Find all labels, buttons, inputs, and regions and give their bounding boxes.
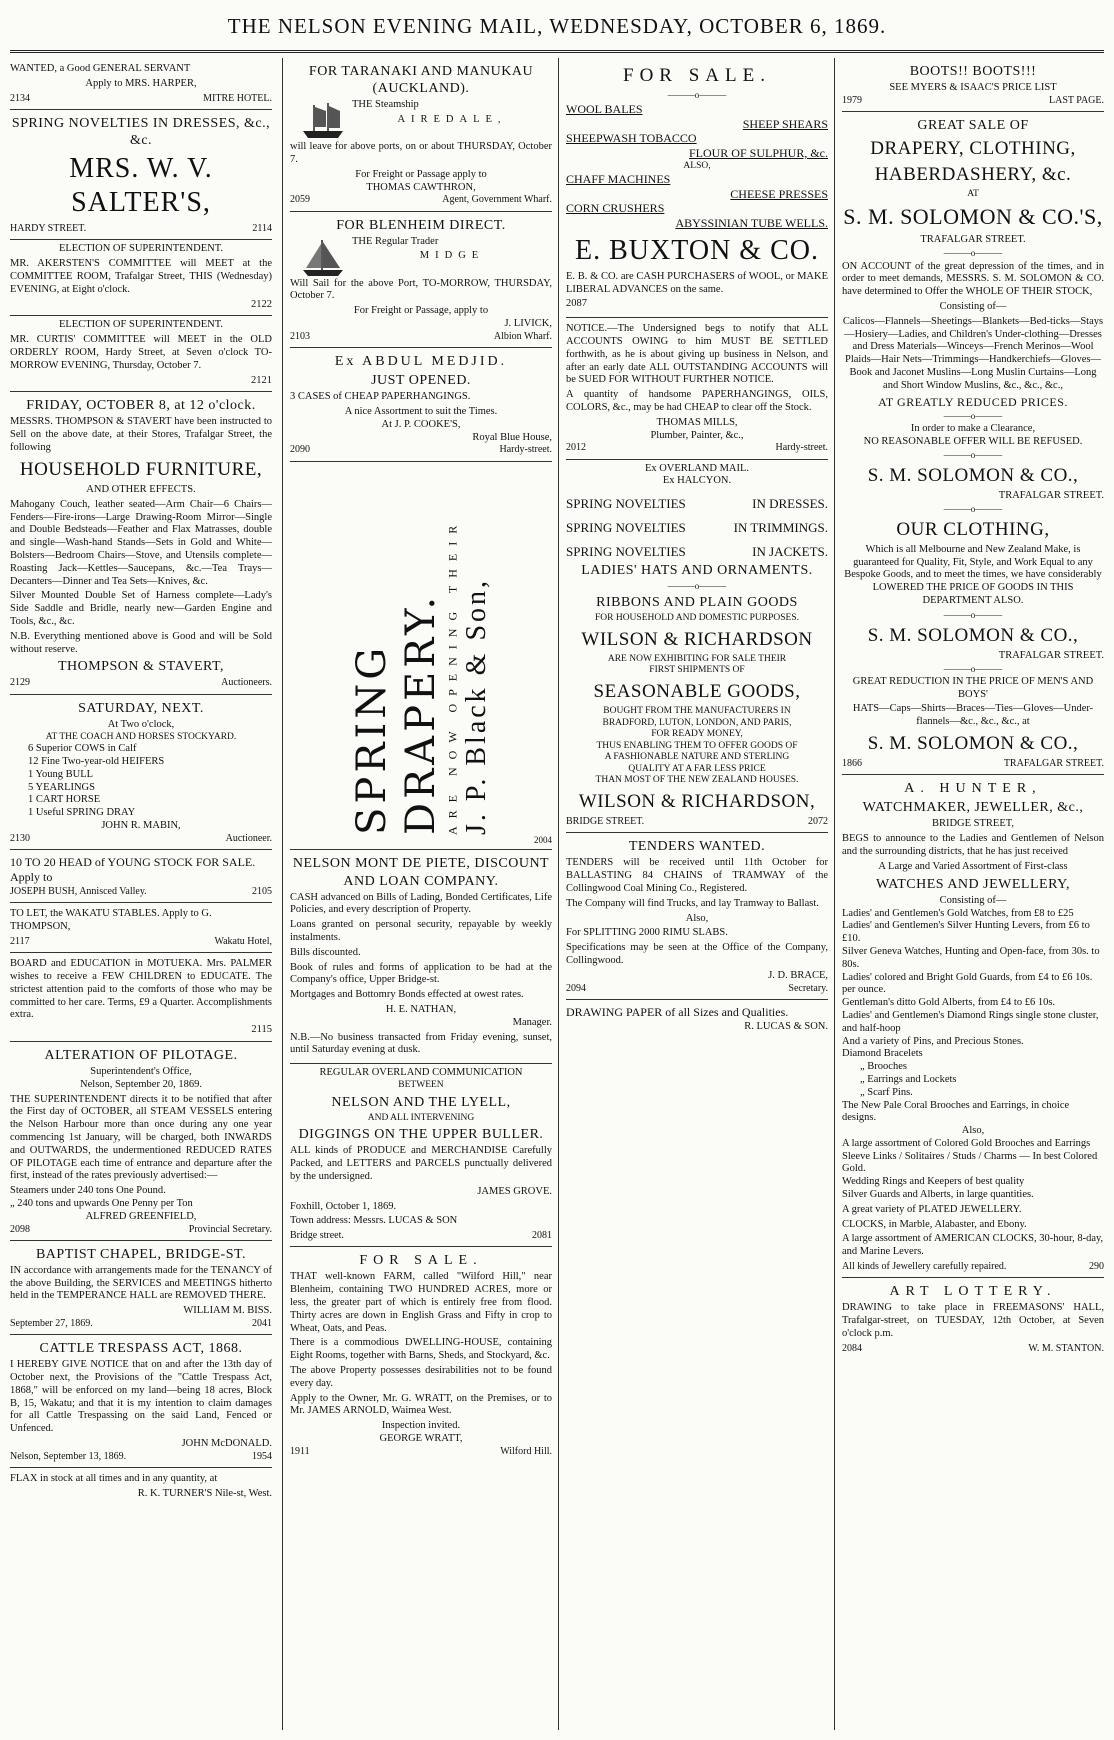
ad-thomas-mills: NOTICE.—The Undersigned begs to notify that ALL ACCOUNTS OWING to him MUST BE SETTLED forthwith, as he is about giving up business in Nelson, and after an early date ALL OUTSTANDING ACCOUNTS will be SUED FOR WITHOUT FURTHER NOTICE. A quantity of handsome PAPERHANGINGS, OILS, COLORS, &c., may be had CHEAP to clear off the Stock. THOMAS MILLS, Plumber, Painter, &c., 2012 Hardy-street. (566, 318, 828, 459)
masthead: THE NELSON EVENING MAIL, WEDNESDAY, OCTOBER 6, 1869. (227, 14, 887, 38)
column-4 (842, 58, 1104, 1730)
ad-farm-sale: FOR SALE. THAT well-known FARM, called "Wilford Hill," near Blenheim, containing TWO HUNDRED ACRES, more or less, the greater part of which is entirely free from flood. Thirty acres are down in English Grass and Fifty in crop to Wheat, Oats, and Peas. There is a commodious DWELLING-HOUSE, containing Eight Rooms, together with Barns, Sheds, and Stockyard, &c. The above Property possesses desirabilities not to be found every day. Apply to the Owner, Mr. G. WRATT, on the Premises, or to Mr. JAMES ARNOLD, Waimea West. Inspection invited. GEORGE WRATT, 1911 Wilford Hill. (290, 1253, 552, 1457)
ad-wakatu-stables: TO LET, the WAKATU STABLES. Apply to G. THOMPSON, 2117 Wakatu Hotel, (10, 903, 272, 953)
ad-election-akersten: ELECTION OF SUPERINTENDENT. MR. AKERSTEN'S COMMITTEE will MEET at the COMMITTEE ROOM, Trafalgar Street, THIS (Wednesday) EVENING, at Eight o'clock. 2122 (10, 240, 272, 316)
ad-boots: BOOTS!! BOOTS!!! SEE MYERS & ISAAC'S PRICE LIST 1979 LAST PAGE. (842, 58, 1104, 112)
ad-abdul-medjid: Ex ABDUL MEDJID. JUST OPENED. 3 CASES of CHEAP PAPERHANGINGS. A nice Assortment to suit the Times. At J. P. COOKE'S, Royal Blue House, 2090 Hardy-street. (290, 348, 552, 462)
ad-solomon: GREAT SALE OF DRAPERY, CLOTHING, HABERDASHERY, &c. AT S. M. SOLOMON & CO.'S, TRAFALGAR STREET. ———o——— ON ACCOUNT of the great depression of the times, and in order to meet demands, MESSRS. S. M. SOLOMON & CO. have determined to Offer the WHOLE OF THEIR STOCK, Consisting of— Calicos—Flannels—Sheetings—Blankets—Bed-ticks—Stays—Hosiery—Ladies, and Children's Under-clothing—Dresses and Dress Materials—Winceys—French Merinos—Wool Plaids—Hair Nets—Trimmings—Handkerchiefs—Gloves—Book and Jaconet Muslins—Long Muslin Curtains—Long and Short Window Muslins, &c., &c., &c., AT GREATLY REDUCED PRICES. ———o——— In order to make a Clearance, NO REASONABLE OFFER WILL BE REFUSED. ———o——— S. M. SOLOMON & CO., TRAFALGAR STREET. ———o——— OUR CLOTHING, Which is all Melbourne and New Zealand Make, is guaranteed for Quality, Fit, Style, and Work Equal to any Bespoke Goods, and to meet the times, we have considerably LOWERED THE PRICE OF GOODS IN THIS DEPARTMENT ALSO. ———o——— S. M. SOLOMON & CO., TRAFALGAR STREET. ———o——— GREAT REDUCTION IN THE PRICE OF MEN'S AND BOYS' HATS—Caps—Shirts—Braces—Ties—Gloves—Under-flannels—&c., &c., &c., at S. M. SOLOMON & CO., 1866 TRAFALGAR STREET. (842, 112, 1104, 775)
ad-mont-de-piete: NELSON MONT DE PIETE, DISCOUNT AND LOAN COMPANY. CASH advanced on Bills of Lading, Bonded Certificates, Life Policies, and every description of Property. Loans granted on personal security, repayable by weekly instalments. Bills discounted. Book of rules and forms of application to be had at the Company's office, Upper Bridge-st. Mortgages and Bottomry Bonds effected at owest rates. H. E. NATHAN, Manager. N.B.—No business transacted from Friday evening, sunset, until Saturday evening at dusk. (290, 850, 552, 1064)
ad-overland-communication: REGULAR OVERLAND COMMUNICATION BETWEEN NELSON AND THE LYELL, AND ALL INTERVENING DIGGINGS ON THE UPPER BULLER. ALL kinds of PRODUCE and MERCHANDISE Carefully Packed, and LETTERS and PARCELS punctually delivered by the undersigned. JAMES GROVE. Foxhill, October 1, 1869. Town address: Messrs. LUCAS & SON Bridge street. 2081 (290, 1064, 552, 1247)
ship-icon (300, 101, 346, 141)
column-1 (10, 58, 272, 1730)
ad-drawing-paper: DRAWING PAPER of all Sizes and Qualities. R. LUCAS & SON. (566, 1004, 828, 1033)
ad-thompson-furniture: FRIDAY, OCTOBER 8, at 12 o'clock. MESSRS. THOMPSON & STAVERT have been instructed to Sell on the above date, at their Stores, Trafalgar Street, the following HOUSEHOLD FURNITURE, AND OTHER EFFECTS. Mahogany Couch, leather seated—Arm Chair—6 Chairs—Fenders—Fire-irons—Large Drawing-Room Mirror—Single and Double Bedsteads—Feather and Flax Matrasses, double and single—Wash-hand Stands—Sets in Gold and White—Bolsters—Bedroom Chairs—Stove, and Utensils complete—Roasting Jack—Kettles—Saucepans, &c.—Tea Trays—Decanters—Dinner and Tea Sets—Knives, &c. Silver Mounted Double Set of Harness complete—Lady's Side Saddle and Bridle, nearly new—Garden Engine and Tools, &c., &c. N.B. Everything mentioned above is Good and will be Sold without reserve. THOMPSON & STAVERT, 2129 Auctioneers. (10, 392, 272, 694)
ad-board-education: BOARD and EDUCATION in MOTUEKA. Mrs. PALMER wishes to receive a FEW CHILDREN to EDUCATE. The strictest attention paid to the comforts of those who may be committed to her care. Terms, £9 a Quarter. Accomplishments extra. 2115 (10, 953, 272, 1042)
ad-salter: SPRING NOVELTIES IN DRESSES, &c., &c. MRS. W. V. SALTER'S, HARDY STREET. 2114 (10, 110, 272, 241)
ad-hunter: A. HUNTER, WATCHMAKER, JEWELLER, &c., BRIDGE STREET, BEGS to announce to the Ladies and Gentlemen of Nelson and the surrounding districts, that he has just received A Large and Varied Assortment of First-class WATCHES AND JEWELLERY, Consisting of— Ladies' and Gentlemen's Gold Watches, from £8 to £25 Ladies' and Gentlemen's Silver Hunting Levers, from £6 to £10. Silver Geneva Watches, Hunting and Open-face, from 30s. to 80s. Ladies' colored and Bright Gold Guards, from £4 to £6 10s. per ounce. Gentleman's ditto Gold Alberts, from £4 to £6 10s. Ladies' and Gentlemen's Diamond Rings single stone cluster, and half-hoop And a variety of Pins, and Precious Stones. Diamond Bracelets „ Brooches „ Earrings and Lockets „ Scarf Pins. The New Pale Coral Brooches and Earrings, in choice designs. Also, A large assortment of Colored Gold Brooches and Earrings Sleeve Links / Solitaires / Studs / Charms — In best Colored Gold. Wedding Rings and Keepers of best quality Silver Guards and Alberts, in large quantities. A great variety of PLATED JEWELLERY. CLOCKS, in Marble, Alabaster, and Ebony. A large assortment of AMERICAN CLOCKS, 30-hour, 8-day, and Marine Levers. All kinds of Jewellery carefully repaired. 290 (842, 775, 1104, 1278)
ad-flax: FLAX in stock at all times and in any quantity, at R. K. TURNER'S Nile-st, West. (10, 1473, 272, 1499)
ad-tenders: TENDERS WANTED. TENDERS will be received until 11th October for BALLASTING 84 CHAINS of TRAMWAY of the Collingwood Coal Mining Co., Registered. The Company will find Trucks, and lay Tramway to Ballast. Also, For SPLITTING 2000 RIMU SLABS. Specifications may be seen at the Office of the Company, Collingwood. J. D. BRACE, 2094 Secretary. (566, 833, 828, 999)
ad-wanted-servant: WANTED, a Good GENERAL SERVANT Apply to MRS. HARPER, 2134 MITRE HOTEL. (10, 58, 272, 110)
ad-art-lottery: ART LOTTERY. DRAWING to take place in FREEMASONS' HALL, Trafalgar-street, on TUESDAY, 12th October, at Seven o'clock p.m. 2084 W. M. STANTON. (842, 1284, 1104, 1354)
ad-cattle-trespass: CATTLE TRESPASS ACT, 1868. I HEREBY GIVE NOTICE that on and after the 13th day of October next, the Provisions of the "Cattle Trespass Act, 1868," will be enforced on my land—being 18 acres, Block B, 15, Wakatu; and that it is my intention to claim damages for all Cattle Trespassing on the said Land, Fenced or Unfenced. JOHN McDONALD. Nelson, September 13, 1869. 1954 (10, 1335, 272, 1468)
ad-young-stock: 10 TO 20 HEAD of YOUNG STOCK FOR SALE. Apply to JOSEPH BUSH, Annisced Valley. 2105 (10, 850, 272, 903)
ad-wilson-richardson: Ex OVERLAND MAIL. Ex HALCYON. SPRING NOVELTIES IN DRESSES. SPRING NOVELTIES IN TRIMMINGS. SPRING NOVELTIES IN JACKETS. LADIES' HATS AND ORNAMENTS. ———o——— RIBBONS AND PLAIN GOODS FOR HOUSEHOLD AND DOMESTIC PURPOSES. WILSON & RICHARDSON ARE NOW EXHIBITING FOR SALE THEIR FIRST SHIPMENTS OF SEASONABLE GOODS, BOUGHT FROM THE MANUFACTURERS IN BRADFORD, LUTON, LONDON, AND PARIS, FOR READY MONEY, THUS ENABLING THEM TO OFFER GOODS OF A FASHIONABLE NATURE AND STERLING QUALITY AT A FAR LESS PRICE THAN MOST OF THE NEW ZEALAND HOUSES. WILSON & RICHARDSON, BRIDGE STREET. 2072 (566, 460, 828, 834)
ad-buxton: FOR SALE. ———o——— WOOL BALES SHEEP SHEARS SHEEPWASH TOBACCO FLOUR OF SULPHUR, &c. ALSO, CHAFF MACHINES CHEESE PRESSES CORN CRUSHERS ABYSSINIAN TUBE WELLS. E. BUXTON & CO. E. B. & CO. are CASH PURCHASERS of WOOL, or MAKE LIBERAL ADVANCES on the same. 2087 (566, 58, 828, 318)
column-rule (834, 58, 835, 1730)
ad-baptist-chapel: BAPTIST CHAPEL, BRIDGE-ST. IN accordance with arrangements made for the TENANCY of the above Building, the SERVICES and MEETINGS hitherto held in the TEMPERANCE HALL are REMOVED THERE. WILLIAM M. BISS. September 27, 1869. 2041 (10, 1241, 272, 1335)
ad-pilotage: ALTERATION OF PILOTAGE. Superintendent's Office, Nelson, September 20, 1869. THE SUPERINTENDENT directs it to be notified that after the First day of OCTOBER, all STEAM VESSELS entering the Nelson Harbour more than once during any one year commencing 1st January, will be charged, both INWARDS and OUTWARDS, the undermentioned REDUCED RATES OF PILOTAGE each time of entrance and departure after the first, instead of the rates previously advertised:— Steamers under 240 tons One Pound. „ 240 tons and upwards One Penny per Ton ALFRED GREENFIELD, 2098 Provincial Secretary. (10, 1042, 272, 1241)
column-rule (282, 58, 283, 1730)
ad-saturday-stock: SATURDAY, NEXT. At Two o'clock, AT THE COACH AND HORSES STOCKYARD. 6 Superior COWS in Calf 12 Fine Two-year-old HEIFERS 1 Young BULL 5 YEARLINGS 1 CART HORSE 1 Useful SPRING DRAY JOHN R. MABIN, 2130 Auctioneer. (10, 695, 272, 850)
column-rule (558, 58, 559, 1730)
column-2 (290, 58, 552, 1730)
ad-midge: FOR BLENHEIM DIRECT. THE Regular Trader MIDGE Will Sail for the above Port, TO-MORROW, THURSDAY, October 7. For Freight or Passage, apply to J. LIVICK, 2103 Albion Wharf. (290, 212, 552, 348)
ship-icon (300, 238, 346, 278)
ad-airedale: FOR TARANAKI AND MANUKAU (AUCKLAND). THE Steamship AIREDALE, will leave for above ports, on or about THURSDAY, October 7. For Freight or Passage apply to THOMAS CAWTHRON, 2059 Agent, Government Wharf. (290, 58, 552, 212)
ad-black-son: SPRING DRAPERY. ARE NOW OPENING THEIR J. P. Black & Son, 2004 (290, 462, 552, 851)
ad-election-curtis: ELECTION OF SUPERINTENDENT. MR. CURTIS' COMMITTEE will MEET in the OLD ORDERLY ROOM, Hardy Street, at Seven o'clock TO-MORROW EVENING, Thursday, October 7. 2121 (10, 316, 272, 392)
masthead-rule (10, 50, 1104, 53)
column-3 (566, 58, 828, 1730)
